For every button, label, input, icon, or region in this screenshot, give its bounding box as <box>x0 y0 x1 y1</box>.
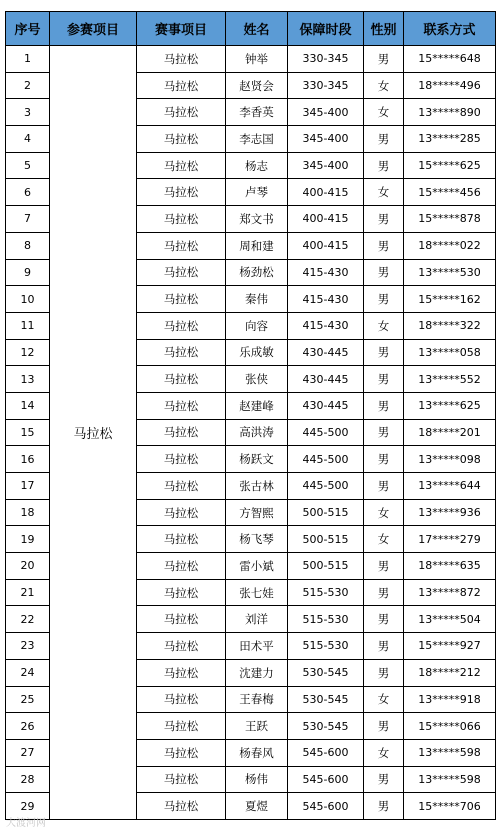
cell-contact: 15*****927 <box>404 633 496 660</box>
cell-event: 马拉松 <box>137 366 226 393</box>
cell-event: 马拉松 <box>137 606 226 633</box>
cell-gender: 男 <box>364 366 404 393</box>
cell-name: 杨志 <box>226 152 288 179</box>
header-gender: 性别 <box>364 12 404 46</box>
cell-contact: 13*****504 <box>404 606 496 633</box>
cell-contact: 15*****456 <box>404 179 496 206</box>
cell-name: 钟举 <box>226 46 288 73</box>
cell-name: 杨伟 <box>226 766 288 793</box>
cell-gender: 男 <box>364 339 404 366</box>
cell-time-slot: 330-345 <box>288 46 364 73</box>
cell-event: 马拉松 <box>137 179 226 206</box>
cell-time-slot: 545-600 <box>288 766 364 793</box>
cell-time-slot: 400-415 <box>288 179 364 206</box>
cell-gender: 女 <box>364 72 404 99</box>
cell-serial: 28 <box>6 766 50 793</box>
cell-contact: 13*****530 <box>404 259 496 286</box>
cell-event: 马拉松 <box>137 312 226 339</box>
cell-serial: 11 <box>6 312 50 339</box>
cell-event: 马拉松 <box>137 633 226 660</box>
cell-time-slot: 430-445 <box>288 339 364 366</box>
cell-name: 杨飞琴 <box>226 526 288 553</box>
cell-contact: 13*****598 <box>404 739 496 766</box>
cell-name: 方智熙 <box>226 499 288 526</box>
cell-event: 马拉松 <box>137 206 226 233</box>
cell-event: 马拉松 <box>137 419 226 446</box>
cell-time-slot: 500-515 <box>288 499 364 526</box>
cell-contact: 18*****322 <box>404 312 496 339</box>
cell-time-slot: 445-500 <box>288 446 364 473</box>
cell-serial: 12 <box>6 339 50 366</box>
cell-time-slot: 530-545 <box>288 659 364 686</box>
cell-project-merged: 马拉松 <box>50 46 137 820</box>
cell-event: 马拉松 <box>137 499 226 526</box>
cell-gender: 男 <box>364 286 404 313</box>
cell-event: 马拉松 <box>137 126 226 153</box>
cell-contact: 15*****162 <box>404 286 496 313</box>
cell-gender: 男 <box>364 419 404 446</box>
cell-name: 赵建峰 <box>226 392 288 419</box>
cell-gender: 男 <box>364 126 404 153</box>
cell-contact: 13*****098 <box>404 446 496 473</box>
cell-name: 田术平 <box>226 633 288 660</box>
cell-time-slot: 545-600 <box>288 793 364 820</box>
cell-event: 马拉松 <box>137 339 226 366</box>
cell-time-slot: 415-430 <box>288 259 364 286</box>
cell-contact: 13*****058 <box>404 339 496 366</box>
cell-event: 马拉松 <box>137 99 226 126</box>
cell-time-slot: 330-345 <box>288 72 364 99</box>
cell-event: 马拉松 <box>137 686 226 713</box>
cell-contact: 18*****201 <box>404 419 496 446</box>
cell-time-slot: 500-515 <box>288 553 364 580</box>
cell-gender: 男 <box>364 392 404 419</box>
cell-gender: 男 <box>364 553 404 580</box>
cell-contact: 15*****066 <box>404 713 496 740</box>
cell-name: 张侠 <box>226 366 288 393</box>
cell-gender: 男 <box>364 713 404 740</box>
cell-serial: 4 <box>6 126 50 153</box>
cell-event: 马拉松 <box>137 739 226 766</box>
cell-contact: 18*****022 <box>404 232 496 259</box>
cell-event: 马拉松 <box>137 553 226 580</box>
cell-time-slot: 415-430 <box>288 312 364 339</box>
cell-event: 马拉松 <box>137 152 226 179</box>
cell-contact: 13*****552 <box>404 366 496 393</box>
cell-event: 马拉松 <box>137 659 226 686</box>
cell-time-slot: 345-400 <box>288 126 364 153</box>
cell-contact: 13*****918 <box>404 686 496 713</box>
cell-time-slot: 515-530 <box>288 606 364 633</box>
cell-contact: 15*****706 <box>404 793 496 820</box>
cell-serial: 16 <box>6 446 50 473</box>
cell-serial: 29 <box>6 793 50 820</box>
cell-serial: 10 <box>6 286 50 313</box>
cell-serial: 21 <box>6 579 50 606</box>
cell-gender: 男 <box>364 473 404 500</box>
cell-contact: 13*****890 <box>404 99 496 126</box>
cell-time-slot: 545-600 <box>288 739 364 766</box>
header-name: 姓名 <box>226 12 288 46</box>
cell-gender: 男 <box>364 206 404 233</box>
cell-name: 张七娃 <box>226 579 288 606</box>
cell-contact: 13*****936 <box>404 499 496 526</box>
cell-serial: 18 <box>6 499 50 526</box>
cell-serial: 23 <box>6 633 50 660</box>
cell-event: 马拉松 <box>137 579 226 606</box>
cell-contact: 18*****635 <box>404 553 496 580</box>
header-row <box>6 12 496 46</box>
cell-name: 李志国 <box>226 126 288 153</box>
header-contact: 联系方式 <box>404 12 496 46</box>
cell-serial: 19 <box>6 526 50 553</box>
cell-time-slot: 500-515 <box>288 526 364 553</box>
cell-serial: 24 <box>6 659 50 686</box>
table-body <box>6 46 496 820</box>
cell-name: 杨劲松 <box>226 259 288 286</box>
cell-gender: 男 <box>364 766 404 793</box>
cell-serial: 5 <box>6 152 50 179</box>
cell-serial: 20 <box>6 553 50 580</box>
cell-name: 王跃 <box>226 713 288 740</box>
cell-name: 秦伟 <box>226 286 288 313</box>
cell-serial: 2 <box>6 72 50 99</box>
cell-serial: 17 <box>6 473 50 500</box>
header-event: 赛事项目 <box>137 12 226 46</box>
cell-name: 高洪涛 <box>226 419 288 446</box>
cell-gender: 男 <box>364 579 404 606</box>
cell-name: 夏煜 <box>226 793 288 820</box>
cell-serial: 3 <box>6 99 50 126</box>
cell-gender: 女 <box>364 526 404 553</box>
cell-time-slot: 345-400 <box>288 99 364 126</box>
cell-gender: 男 <box>364 446 404 473</box>
cell-event: 马拉松 <box>137 473 226 500</box>
cell-time-slot: 345-400 <box>288 152 364 179</box>
header-serial: 序号 <box>6 12 50 46</box>
cell-gender: 男 <box>364 232 404 259</box>
cell-name: 杨跃文 <box>226 446 288 473</box>
watermark: 大渡河网 <box>6 818 46 829</box>
cell-gender: 男 <box>364 606 404 633</box>
cell-time-slot: 430-445 <box>288 366 364 393</box>
cell-serial: 7 <box>6 206 50 233</box>
cell-serial: 6 <box>6 179 50 206</box>
cell-event: 马拉松 <box>137 526 226 553</box>
cell-contact: 13*****285 <box>404 126 496 153</box>
cell-event: 马拉松 <box>137 713 226 740</box>
cell-name: 雷小斌 <box>226 553 288 580</box>
cell-event: 马拉松 <box>137 46 226 73</box>
cell-event: 马拉松 <box>137 286 226 313</box>
cell-name: 杨春风 <box>226 739 288 766</box>
cell-name: 卢琴 <box>226 179 288 206</box>
cell-serial: 26 <box>6 713 50 740</box>
cell-event: 马拉松 <box>137 766 226 793</box>
cell-time-slot: 530-545 <box>288 686 364 713</box>
cell-gender: 女 <box>364 739 404 766</box>
cell-name: 张古林 <box>226 473 288 500</box>
cell-serial: 15 <box>6 419 50 446</box>
cell-time-slot: 415-430 <box>288 286 364 313</box>
cell-name: 刘洋 <box>226 606 288 633</box>
cell-time-slot: 445-500 <box>288 473 364 500</box>
cell-gender: 女 <box>364 99 404 126</box>
cell-contact: 17*****279 <box>404 526 496 553</box>
cell-gender: 男 <box>364 46 404 73</box>
cell-name: 向容 <box>226 312 288 339</box>
cell-name: 赵贤会 <box>226 72 288 99</box>
cell-gender: 男 <box>364 152 404 179</box>
cell-time-slot: 430-445 <box>288 392 364 419</box>
cell-contact: 13*****872 <box>404 579 496 606</box>
cell-time-slot: 445-500 <box>288 419 364 446</box>
cell-gender: 女 <box>364 312 404 339</box>
cell-name: 周和建 <box>226 232 288 259</box>
cell-event: 马拉松 <box>137 72 226 99</box>
cell-time-slot: 515-530 <box>288 579 364 606</box>
cell-contact: 13*****625 <box>404 392 496 419</box>
cell-serial: 25 <box>6 686 50 713</box>
cell-name: 郑文书 <box>226 206 288 233</box>
cell-event: 马拉松 <box>137 793 226 820</box>
cell-time-slot: 515-530 <box>288 633 364 660</box>
cell-event: 马拉松 <box>137 259 226 286</box>
cell-name: 李香英 <box>226 99 288 126</box>
cell-serial: 8 <box>6 232 50 259</box>
cell-contact: 13*****598 <box>404 766 496 793</box>
cell-serial: 22 <box>6 606 50 633</box>
cell-gender: 女 <box>364 686 404 713</box>
cell-contact: 15*****648 <box>404 46 496 73</box>
cell-serial: 13 <box>6 366 50 393</box>
cell-contact: 15*****625 <box>404 152 496 179</box>
table-header <box>6 12 496 46</box>
cell-gender: 男 <box>364 793 404 820</box>
table-row <box>6 46 496 73</box>
cell-gender: 男 <box>364 633 404 660</box>
cell-contact: 18*****496 <box>404 72 496 99</box>
cell-event: 马拉松 <box>137 232 226 259</box>
cell-serial: 27 <box>6 739 50 766</box>
cell-gender: 女 <box>364 499 404 526</box>
cell-name: 王春梅 <box>226 686 288 713</box>
cell-serial: 9 <box>6 259 50 286</box>
cell-time-slot: 530-545 <box>288 713 364 740</box>
cell-gender: 男 <box>364 659 404 686</box>
cell-time-slot: 400-415 <box>288 232 364 259</box>
volunteer-schedule-table <box>5 11 496 820</box>
cell-gender: 男 <box>364 259 404 286</box>
cell-serial: 1 <box>6 46 50 73</box>
header-project: 参赛项目 <box>50 12 137 46</box>
cell-event: 马拉松 <box>137 446 226 473</box>
cell-contact: 15*****878 <box>404 206 496 233</box>
cell-time-slot: 400-415 <box>288 206 364 233</box>
cell-name: 沈建力 <box>226 659 288 686</box>
cell-contact: 13*****644 <box>404 473 496 500</box>
cell-serial: 14 <box>6 392 50 419</box>
header-time-slot: 保障时段 <box>288 12 364 46</box>
cell-event: 马拉松 <box>137 392 226 419</box>
cell-name: 乐成敏 <box>226 339 288 366</box>
cell-gender: 女 <box>364 179 404 206</box>
cell-contact: 18*****212 <box>404 659 496 686</box>
